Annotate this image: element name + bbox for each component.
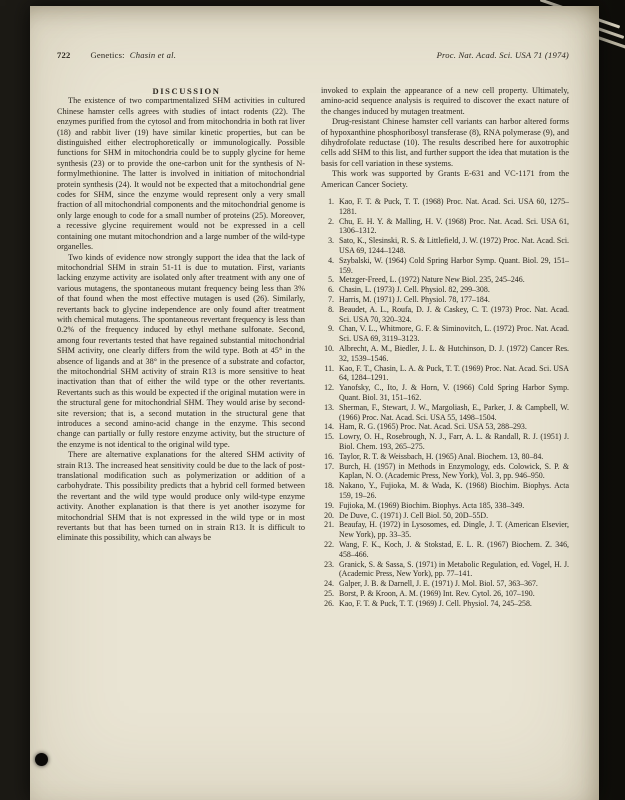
reference-number: 20. <box>324 510 334 520</box>
hole-punch <box>35 753 48 766</box>
page-number: 722 <box>57 50 71 60</box>
body-paragraph: Two kinds of evidence now strongly support the idea that the lack of mitochondrial SHM in strain 51-11 is due to mutation. First, variants lacking enzyme activity are isolated only after treatment with any one of various mutagens, the spontaneous mutant frequency being less than 3% of that found when the most effective mutagen is used (26). Similarly, revertants back to glycine independence are only found after treatment with chemical mutagens. The spontaneous revertant frequency is less than 0.2% of the frequency induced by ethyl methane sulfonate. Second, among four revertants tested that have regained substantial mitochondrial SHM activity, one clearly differs from the wild type. Both at 45° in the absence of ligands and at 38° in the presence of a substrate and cofactor, the mitochondrial SHM activity of strain R13 is more sensitive to heat inactivation than that of either the wild type or the other revertants. Revertants such as this would be expected if the original mutation were in the structural gene for mitochondrial SHM. They would arise by second-site reversion; that is, a second mutation in the structural gene that introduces a second amino-acid change in the enzyme. This second change can partially or fully restore enzyme activity, but the structure of the enzyme is not identical to the original wild type. <box>57 252 305 449</box>
reference-text: Kao, F. T. & Puck, T. T. (1969) J. Cell. Physiol. 74, 245–258. <box>339 598 532 608</box>
reference-text: Wang, F. K., Koch, J. & Stokstad, E. L. R. (1967) Biochem. Z. 346, 458–466. <box>339 539 569 559</box>
reference-number: 19. <box>324 500 334 510</box>
reference-number: 15. <box>324 432 334 442</box>
reference-item <box>321 579 569 589</box>
section-heading: DISCUSSION <box>152 86 221 96</box>
running-header <box>57 50 569 60</box>
reference-text: Kao, F. T., Chasin, L. A. & Puck, T. T. (1969) Proc. Nat. Acad. Sci. USA 64, 1284–1291. <box>339 363 569 383</box>
reference-item <box>321 344 569 364</box>
reference-number: 5. <box>328 275 334 285</box>
discussion-paragraphs <box>57 96 305 543</box>
reference-item <box>321 236 569 256</box>
reference-number: 21. <box>324 520 334 530</box>
reference-number: 16. <box>324 451 334 461</box>
reference-text: De Duve, C. (1971) J. Cell Biol. 50, 20D–55D. <box>339 510 489 520</box>
reference-item <box>321 432 569 452</box>
reference-item <box>321 481 569 501</box>
reference-list <box>321 197 569 608</box>
reference-text: Metzger-Freed, L. (1972) Nature New Biol. 235, 245–246. <box>339 275 525 285</box>
reference-text: Beaufay, H. (1972) in Lysosomes, ed. Dingle, J. T. (American Elsevier, New York), pp. 33–35. <box>339 520 569 540</box>
reference-text: Chasin, L. (1973) J. Cell. Physiol. 82, 299–308. <box>339 285 490 295</box>
reference-item <box>321 599 569 609</box>
reference-number: 1. <box>328 197 334 207</box>
reference-item <box>321 295 569 305</box>
reference-text: Burch, H. (1957) in Methods in Enzymology, eds. Colowick, S. P. & Kaplan, N. O. (Academic Press, New York), Vol. 3, pp. 946–950. <box>339 461 569 481</box>
reference-item <box>321 285 569 295</box>
reference-item <box>321 589 569 599</box>
reference-item <box>321 305 569 325</box>
reference-text: Taylor, R. T. & Weissbach, H. (1965) Anal. Biochem. 13, 80–84. <box>339 451 544 461</box>
reference-item <box>321 422 569 432</box>
reference-item <box>321 403 569 423</box>
reference-text: Borst, P. & Kroon, A. M. (1969) Int. Rev. Cytol. 26, 107–190. <box>339 588 535 598</box>
body-paragraph: The existence of two compartmentalized SHM activities in cultured Chinese hamster cells agrees with studies of intact rodents (22). The enzymes purified from the cytosol and from mitochondria in both rat liver (18) and rabbit liver (19) have similar kinetic properties, but can be distinguished either electrophoretically or immunologically. Possible functions for SHM in mitochondria could be to supply glycine for heme synthesis (23) or to provide the one-carbon unit for the synthesis of N-formylmethionine. The latter is involved in initiation of mitochondrial protein synthesis (24). It would not be expected that a mitochondrial gene codes for SHM, since the enzyme would represent only a very small fraction of all mitochondrial components and the mitochondrial genome is only large enough to code for a small number of proteins (25). Moreover, a recessive glycine requirement would not be expressed in a cell containing one mutant mitochondrion and a large number of the wild-type organelles. <box>57 96 305 252</box>
reference-item <box>321 501 569 511</box>
reference-item <box>321 275 569 285</box>
reference-item <box>321 452 569 462</box>
reference-number: 6. <box>328 285 334 295</box>
right-paragraphs <box>321 117 569 169</box>
reference-number: 24. <box>324 579 334 589</box>
reference-text: Sato, K., Slesinski, R. S. & Littlefield, J. W. (1972) Proc. Nat. Acad. Sci. USA 69, 1244–1248. <box>339 236 569 256</box>
reference-text: Harris, M. (1971) J. Cell. Physiol. 78, 177–184. <box>339 295 490 305</box>
reference-number: 11. <box>324 363 334 373</box>
reference-item <box>321 197 569 217</box>
reference-text: Chan, V. L., Whitmore, G. F. & Siminovitch, L. (1972) Proc. Nat. Acad. Sci. USA 69, 3119–3123. <box>339 324 569 344</box>
reference-text: Beaudet, A. L., Roufa, D. J. & Caskey, C. T. (1973) Proc. Nat. Acad. Sci. USA 70, 320–324. <box>339 304 569 324</box>
reference-number: 18. <box>324 481 334 491</box>
reference-text: Chu, E. H. Y. & Malling, H. V. (1968) Proc. Nat. Acad. Sci. USA 61, 1306–1312. <box>339 216 569 236</box>
reference-item <box>321 217 569 237</box>
reference-number: 17. <box>324 461 334 471</box>
reference-number: 23. <box>324 559 334 569</box>
reference-number: 3. <box>328 236 334 246</box>
reference-number: 9. <box>328 324 334 334</box>
reference-item <box>321 511 569 521</box>
reference-item <box>321 520 569 540</box>
document-page <box>30 6 599 800</box>
body-paragraph: Drug-resistant Chinese hamster cell variants can harbor altered forms of hypoxanthine phosphoribosyl transferase (8), RNA polymerase (9), and dihydrofolate reductase (10). The results described here for auxotrophic cells add SHM to this list, and further support the idea that mutation is the basis for cell variation in these systems. <box>321 117 569 168</box>
reference-text: Szybalski, W. (1964) Cold Spring Harbor Symp. Quant. Biol. 29, 151–159. <box>339 255 569 275</box>
reference-item <box>321 560 569 580</box>
two-column-body <box>57 86 569 609</box>
reference-text: Sherman, F., Stewart, J. W., Margoliash, E., Parker, J. & Campbell, W. (1966) Proc. Nat. Acad. Sci. USA 55, 1498–1504. <box>339 402 569 422</box>
reference-number: 2. <box>328 216 334 226</box>
reference-text: Yanofsky, C., Ito, J. & Horn, V. (1966) Cold Spring Harbor Symp. Quant. Biol. 31, 151–162. <box>339 383 569 402</box>
continuation-paragraph: invoked to explain the appearance of a new cell property. Ultimately, amino-acid sequence analysis is required to discover the exact nature of the changes induced by mutagen treatment. <box>321 86 569 116</box>
acknowledgment: This work was supported by Grants E-631 and VC-1171 from the American Cancer Society. <box>321 169 569 189</box>
reference-text: Granick, S. & Sassa, S. (1971) in Metabolic Regulation, ed. Vogel, H. J. (Academic Press, New York), pp. 77–141. <box>339 559 569 579</box>
authors-label: Chasin et al. <box>129 50 177 60</box>
reference-text: Nakano, Y., Fujioka, M. & Wada, K. (1968) Biochim. Biophys. Acta 159, 19–26. <box>339 481 569 500</box>
reference-text: Lowry, O. H., Rosebrough, N. J., Farr, A. L. & Randall, R. J. (1951) J. Biol. Chem. 193, 265–275. <box>339 432 569 451</box>
reference-number: 8. <box>328 304 334 314</box>
reference-text: Kao, F. T. & Puck, T. T. (1968) Proc. Nat. Acad. Sci. USA 60, 1275–1281. <box>339 197 569 216</box>
reference-number: 25. <box>324 588 334 598</box>
journal-citation: Proc. Nat. Acad. Sci. USA 71 (1974) <box>436 50 569 60</box>
reference-number: 26. <box>324 598 334 608</box>
reference-number: 10. <box>324 344 334 354</box>
reference-item <box>321 324 569 344</box>
reference-text: Ham, R. G. (1965) Proc. Nat. Acad. Sci. USA 53, 288–293. <box>339 422 527 432</box>
reference-number: 7. <box>328 295 334 305</box>
reference-number: 22. <box>324 539 334 549</box>
reference-text: Fujioka, M. (1969) Biochim. Biophys. Acta 185, 338–349. <box>339 500 525 510</box>
reference-item <box>321 256 569 276</box>
section-label: Genetics: <box>90 50 125 60</box>
body-paragraph: There are alternative explanations for the altered SHM activity of strain R13. The increased heat sensitivity could be due to the lack of post-translational modification such as polymerization or addition of a carbohydrate. This possibility predicts that a hybrid cell formed between the revertant and the wild type would produce only wild-type enzyme activity. Another explanation is that there is yet another isozyme for mitochondrial SHM that is not expressed in the wild type or in most revertants but that has been turned on in strain R13. It is difficult to eliminate this possibility, which can always be <box>57 450 305 543</box>
reference-item <box>321 540 569 560</box>
reference-number: 12. <box>324 383 334 393</box>
reference-number: 13. <box>324 402 334 412</box>
reference-number: 14. <box>324 422 334 432</box>
reference-text: Albrecht, A. M., Biedler, J. L. & Hutchinson, D. J. (1972) Cancer Res. 32, 1539–1546. <box>339 344 569 363</box>
reference-item <box>321 383 569 403</box>
reference-number: 4. <box>328 255 334 265</box>
reference-item <box>321 364 569 384</box>
right-column <box>321 86 569 609</box>
reference-item <box>321 462 569 482</box>
left-column <box>57 86 305 609</box>
reference-text: Galper, J. B. & Darnell, J. E. (1971) J. Mol. Biol. 57, 363–367. <box>339 579 538 589</box>
